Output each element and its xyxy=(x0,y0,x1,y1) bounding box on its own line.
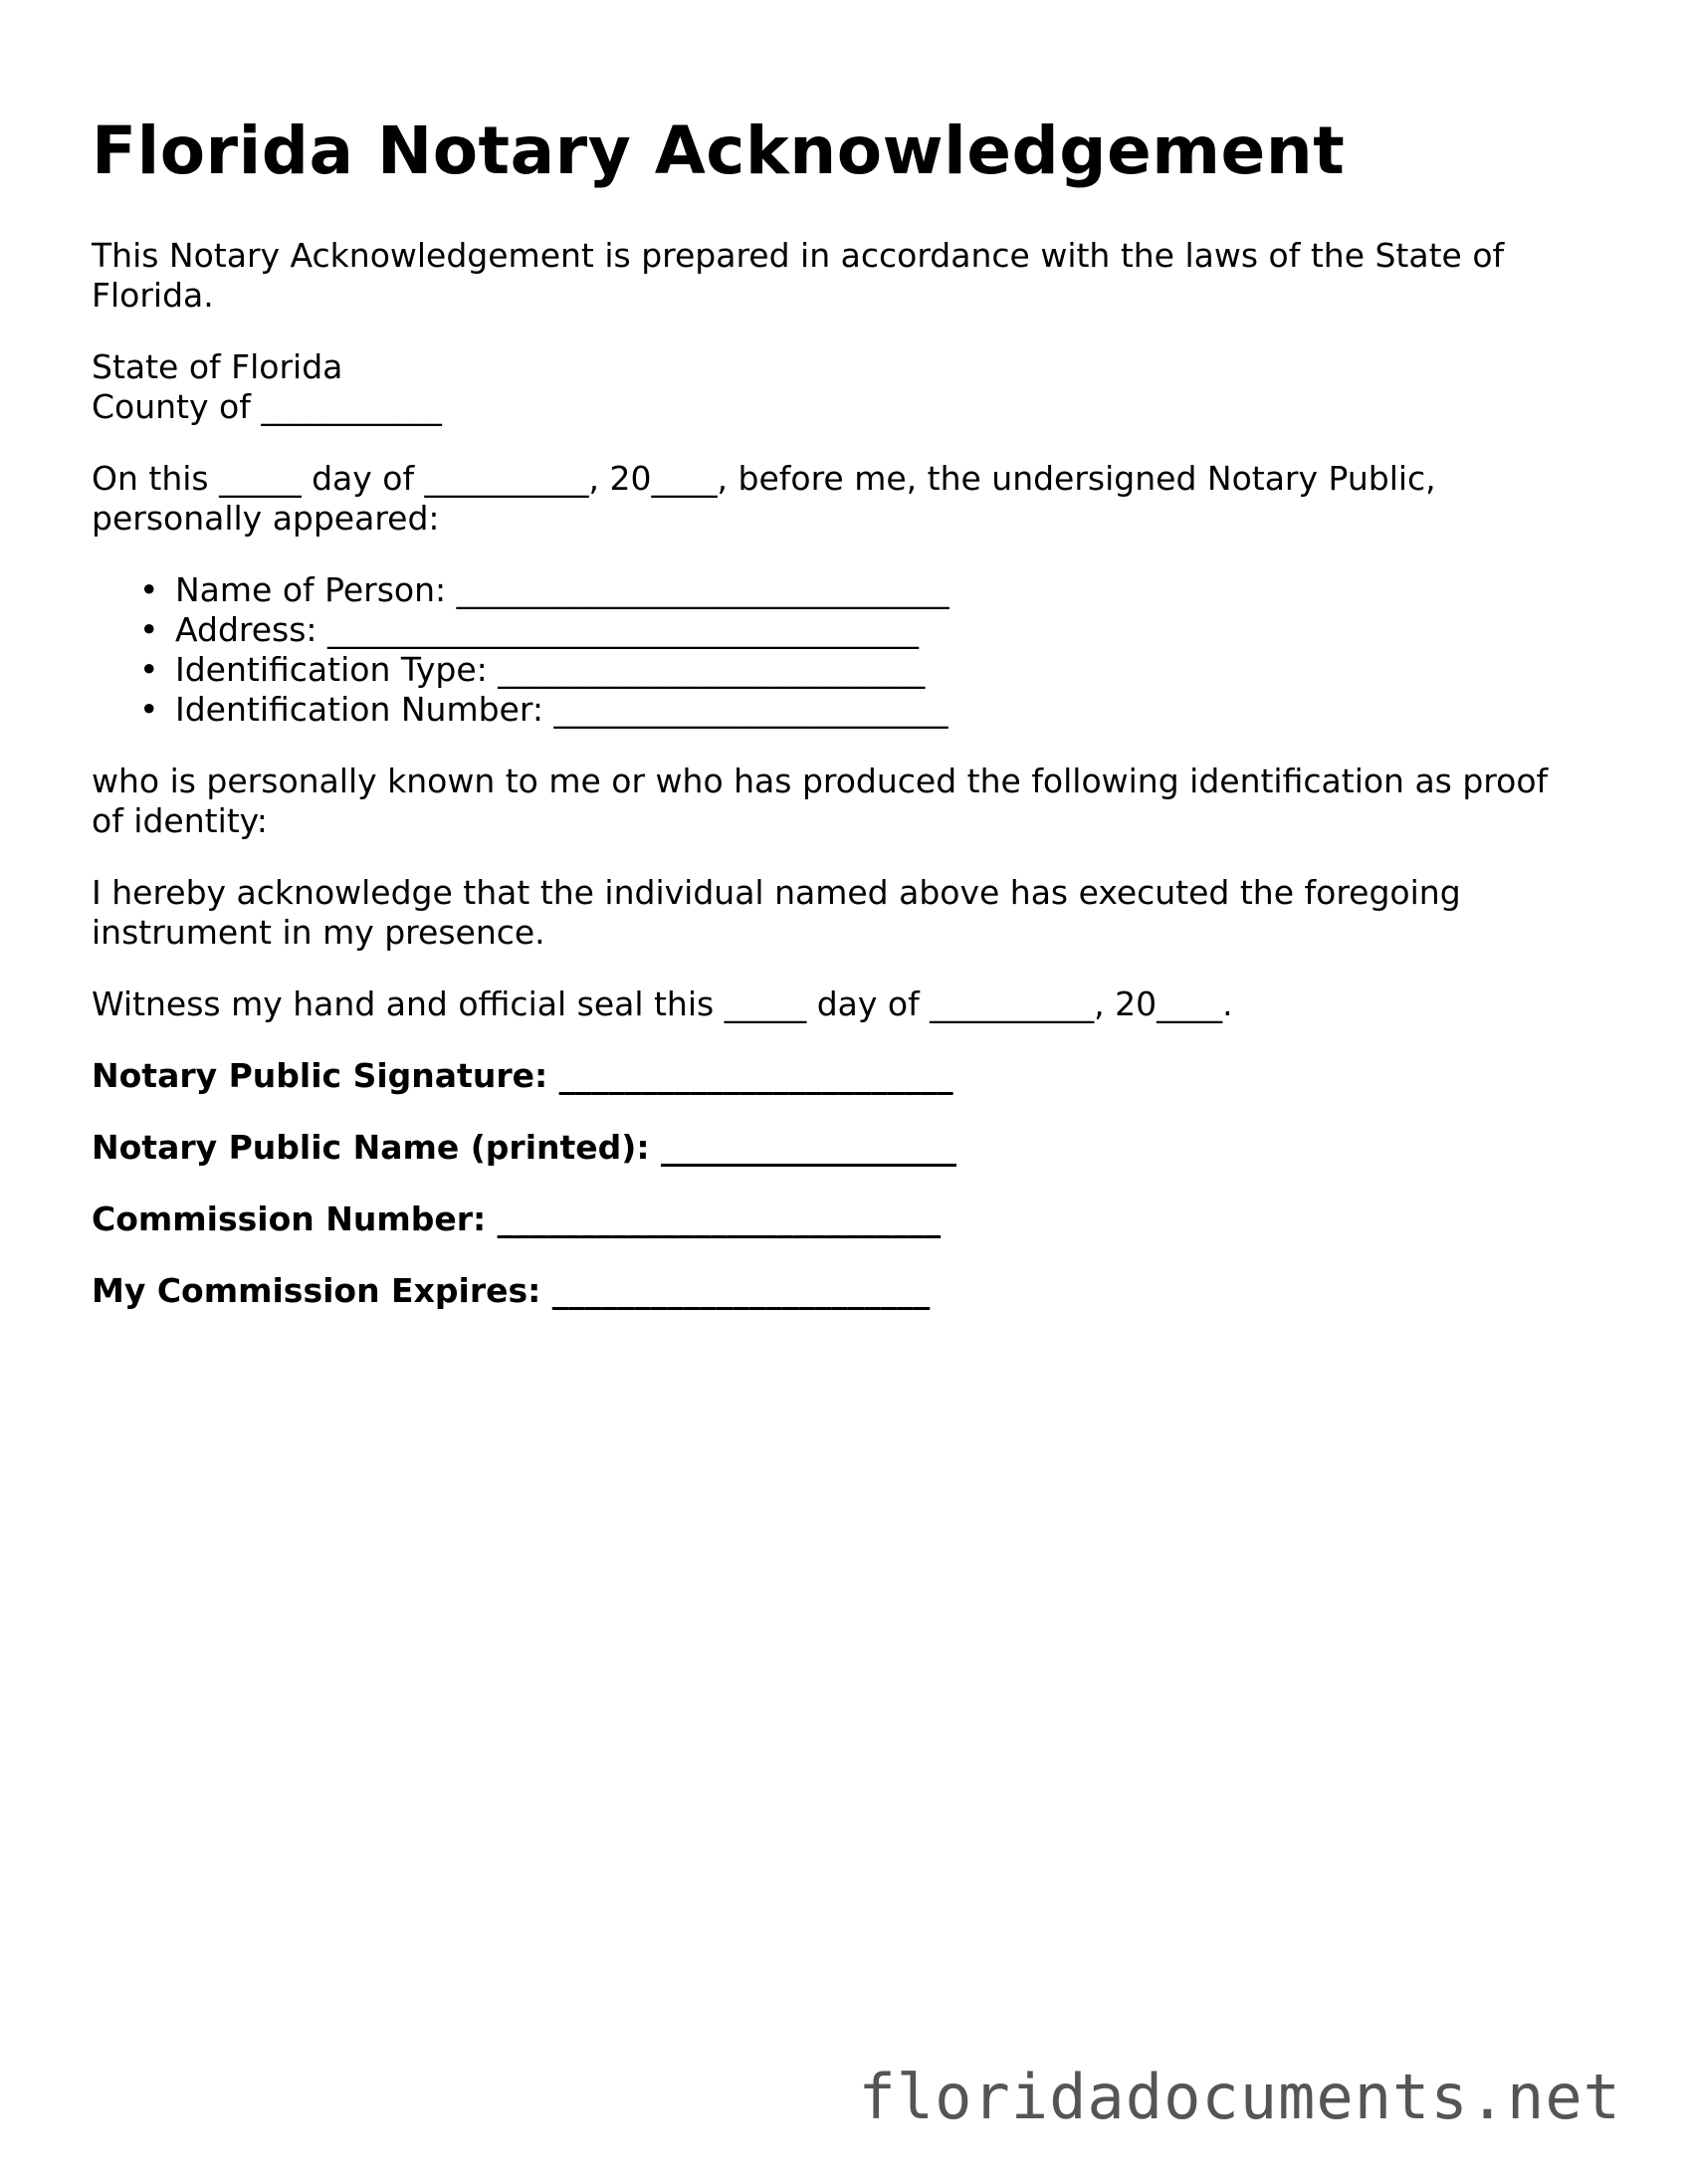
acknowledgement-paragraph: I hereby acknowledge that the individual named above has executed the foregoing instrument in my presence. xyxy=(92,873,1461,953)
notary-signature-field: Notary Public Signature: ________________________ xyxy=(92,1056,953,1096)
footer-watermark: floridadocuments.net xyxy=(858,2061,1621,2133)
intro-paragraph: This Notary Acknowledgement is prepared in accordance with the laws of the State of Florida. xyxy=(92,236,1505,316)
document-page xyxy=(92,111,1584,1343)
address-field: Address: ____________________________________ xyxy=(175,610,920,650)
list-item xyxy=(139,650,1584,690)
venue-block xyxy=(92,347,1584,427)
witness-paragraph: Witness my hand and official seal this _____ day of __________, 20____. xyxy=(92,984,1233,1024)
notary-name-field: Notary Public Name (printed): __________________ xyxy=(92,1128,957,1168)
name-of-person-field: Name of Person: ______________________________ xyxy=(175,570,949,610)
bullet-icon: • xyxy=(139,690,159,730)
venue-county: County of ___________ xyxy=(92,387,442,427)
document-title: Florida Notary Acknowledgement xyxy=(92,112,1346,189)
bullet-icon: • xyxy=(139,610,159,650)
person-fields-list xyxy=(92,570,1584,730)
venue-state: State of Florida xyxy=(92,347,343,387)
appearance-paragraph: On this _____ day of __________, 20____, before me, the undersigned Notary Public, personally appeared: xyxy=(92,459,1436,539)
known-statement-paragraph: who is personally known to me or who has produced the following identification as proof of identity: xyxy=(92,762,1549,841)
bullet-icon: • xyxy=(139,650,159,690)
commission-expires-field: My Commission Expires: _______________________ xyxy=(92,1271,931,1311)
list-item xyxy=(139,570,1584,610)
list-item xyxy=(139,610,1584,650)
commission-number-field: Commission Number: ___________________________ xyxy=(92,1200,942,1239)
identification-type-field: Identification Type: __________________________ xyxy=(175,650,926,690)
list-item xyxy=(139,690,1584,730)
identification-number-field: Identification Number: ________________________ xyxy=(175,690,949,730)
bullet-icon: • xyxy=(139,570,159,610)
